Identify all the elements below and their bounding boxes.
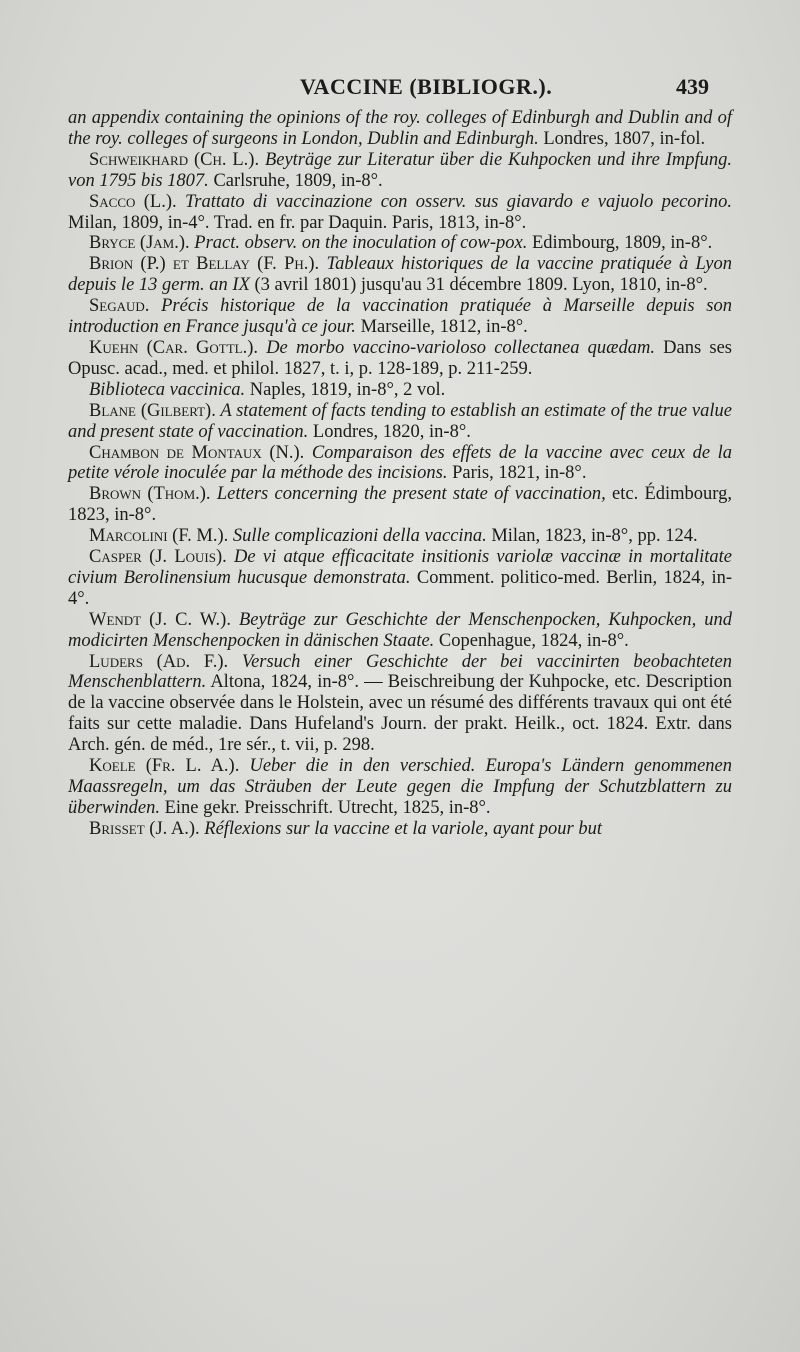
entry-details: Marseille, 1812, in-8°. xyxy=(355,317,528,338)
entry-title: Biblioteca vaccinica. xyxy=(89,379,246,400)
bibliography-entry xyxy=(68,526,732,547)
bibliography-entry xyxy=(68,338,732,380)
entry-details: Paris, 1821, in-8°. xyxy=(447,463,587,484)
running-title: VACCINE (BIBLIOGR.). xyxy=(300,74,553,99)
bibliography-list xyxy=(68,108,732,840)
entry-details: Altona, 1824, in-8°. — Beischreibung der Kuhpocke, etc. Description de la vaccine observée dans le Holstein, avec un résumé des différents travaux qui ont été faits sur cette maladie. Dans Hufeland's Journ. der prakt. Heilk., oct. 1824. Extr. dans Arch. gén. de méd., 1re sér., t. vii, p. 298. xyxy=(68,672,732,756)
entry-author: Segaud. xyxy=(89,296,150,317)
bibliography-entry xyxy=(68,547,732,610)
entry-author: Blane (Gilbert). xyxy=(89,400,216,421)
entry-details: Londres, 1807, in-fol. xyxy=(538,128,706,149)
bibliography-entry xyxy=(68,150,732,192)
bibliography-entry xyxy=(68,192,732,234)
entry-details: (3 avril 1801) jusqu'au 31 décembre 1809. Lyon, 1810, in-8°. xyxy=(249,275,708,296)
bibliography-entry xyxy=(68,443,732,485)
entry-title: Trattato di vaccinazione con osserv. sus giavardo e vajuolo pecorino. xyxy=(176,191,733,212)
entry-details: Dans ses Opusc. acad., med. et philol. 1827, t. i, p. 128-189, p. 211-259. xyxy=(68,337,733,379)
entry-author: Kuehn (Car. Gottl.). xyxy=(89,337,259,358)
entry-author: Brion (P.) et Bellay (F. Ph.). xyxy=(89,254,320,275)
entry-title: Beyträge zur Geschichte der Menschenpocken, Kuhpocken, und modicirten Menschenpocken in dänischen Staate. xyxy=(68,609,732,651)
entry-details: Milan, 1823, in-8°, pp. 124. xyxy=(486,526,698,547)
entry-title: Précis historique de la vaccination pratiquée à Marseille depuis son introduction en France jusqu'à ce jour. xyxy=(68,296,732,338)
page-header xyxy=(0,74,800,104)
entry-author: Koele (Fr. L. A.). xyxy=(89,756,240,777)
bibliography-entry xyxy=(68,756,732,819)
bibliography-entry xyxy=(68,233,732,254)
entry-title: Beyträge zur Literatur über die Kuhpocken und ihre Impfung. von 1795 bis 1807. xyxy=(68,149,732,191)
entry-title: Réflexions sur la vaccine et la variole, ayant pour but xyxy=(199,818,602,839)
entry-author: Sacco (L.). xyxy=(89,191,177,212)
bibliography-entry xyxy=(68,652,732,757)
entry-author: Schweikhard (Ch. L.). xyxy=(89,149,260,170)
entry-title: Sulle complicazioni della vaccina. xyxy=(228,526,487,547)
entry-author: Marcolini (F. M.). xyxy=(89,526,229,547)
bibliography-entry xyxy=(68,380,732,401)
page-number: 439 xyxy=(676,74,709,99)
entry-details: Carlsruhe, 1809, in-8°. xyxy=(208,170,383,191)
entry-title: an appendix containing the opinions of the roy. colleges of Edinburgh and Dublin and of the roy. colleges of surgeons in London, Dublin and Edinburgh. xyxy=(68,108,732,149)
entry-title: De morbo vaccino-varioloso collectanea quædam. xyxy=(258,337,655,358)
entry-details: etc. Édimbourg, 1823, in-8°. xyxy=(68,484,733,526)
entry-author: Bryce (Jam.). xyxy=(89,233,190,254)
bibliography-entry xyxy=(68,610,732,652)
bibliography-entry xyxy=(68,484,732,526)
entry-author: Luders (Ad. F.). xyxy=(89,651,229,672)
entry-title: Letters concerning the present state of vaccination, xyxy=(210,484,606,505)
bibliography-entry xyxy=(68,296,732,338)
bibliography-entry xyxy=(68,108,732,150)
entry-details: Comment. politico-med. Berlin, 1824, in-4°. xyxy=(68,567,732,609)
entry-title: Comparaison des effets de la vaccine avec ceux de la petite vérole inoculée par la méthode des incisions. xyxy=(68,442,732,484)
bibliography-entry xyxy=(68,401,732,443)
entry-author: Wendt (J. C. W.). xyxy=(89,609,231,630)
bibliography-entry xyxy=(68,819,732,840)
entry-details: Milan, 1809, in-4°. Trad. en fr. par Daquin. Paris, 1813, in-8°. xyxy=(68,212,527,233)
entry-title: De vi atque efficacitate insitionis variolæ vaccinæ in mortalitate civium Berolinensium hucusque demonstrata. xyxy=(68,547,732,588)
entry-details: Naples, 1819, in-8°, 2 vol. xyxy=(245,379,446,400)
entry-details: Edimbourg, 1809, in-8°. xyxy=(527,233,713,254)
entry-title: Ueber die in den verschied. Europa's Ländern genommenen Maassregeln, um das Sträuben der Leute gegen die Impfung der Schutzblattern zu überwinden. xyxy=(68,756,732,818)
entry-title: Versuch einer Geschichte der bei vaccinirten beobachteten Menschenblattern. xyxy=(68,651,732,693)
entry-details: Copenhague, 1824, in-8°. xyxy=(434,630,629,651)
bibliography-entry xyxy=(68,254,732,296)
entry-details: Eine gekr. Preisschrift. Utrecht, 1825, in-8°. xyxy=(159,797,491,818)
entry-title: Tableaux historiques de la vaccine pratiquée à Lyon depuis le 13 germ. an IX xyxy=(68,254,732,296)
entry-details: Londres, 1820, in-8°. xyxy=(308,421,471,442)
entry-author: Chambon de Montaux (N.). xyxy=(89,442,305,463)
entry-title: Pract. observ. on the inoculation of cow-pox. xyxy=(189,233,528,254)
entry-author: Casper (J. Louis). xyxy=(89,547,227,568)
entry-author: Brisset (J. A.). xyxy=(89,818,200,839)
entry-author: Brown (Thom.). xyxy=(89,484,211,505)
entry-title: A statement of facts tending to establish an estimate of the true value and present state of vaccination. xyxy=(68,400,732,442)
